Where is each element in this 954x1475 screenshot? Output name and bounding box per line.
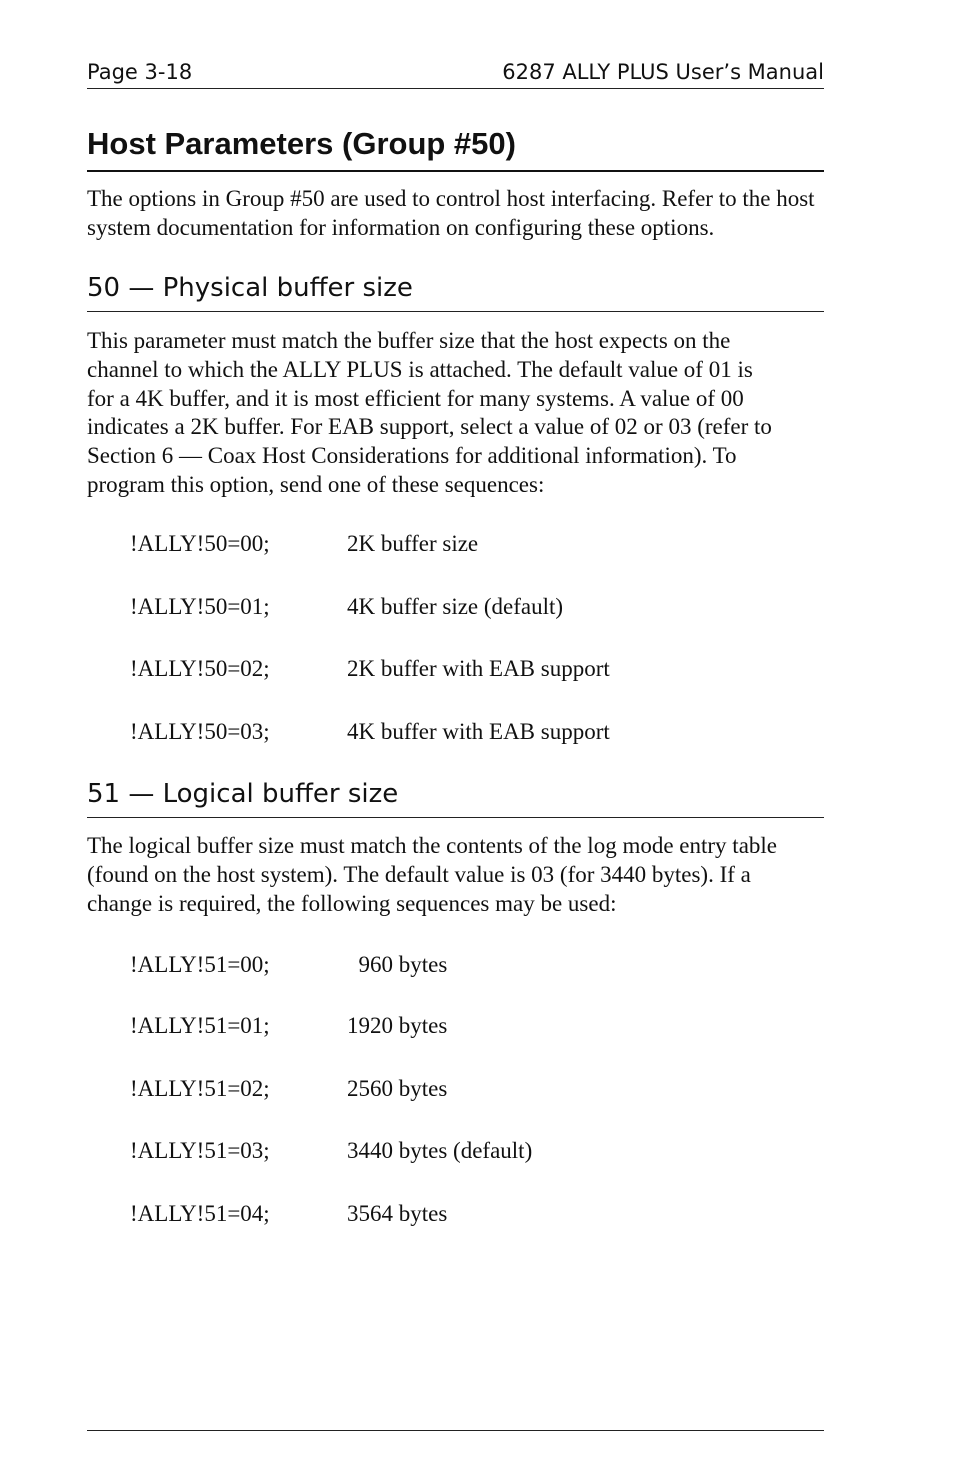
intro-paragraph: The options in Group #50 are used to control host interfacing. Refer to the host system documentation for information on configuring these options. xyxy=(87,186,815,240)
sequence-code: !ALLY!51=04; xyxy=(130,1201,270,1226)
sequence-code: !ALLY!51=03; xyxy=(130,1138,270,1163)
paragraph-line: (found on the host system). The default value is 03 (for 3440 bytes). If a xyxy=(87,861,751,887)
running-header xyxy=(87,58,824,89)
sequence-row xyxy=(130,529,479,559)
section-51-heading: 51 — Logical buffer size xyxy=(87,777,824,818)
sequence-row xyxy=(130,592,564,622)
sequence-code: !ALLY!50=03; xyxy=(130,719,270,744)
section-50-paragraph xyxy=(87,327,824,500)
paragraph-line: channel to which the ALLY PLUS is attached. The default value of 01 is xyxy=(87,356,753,382)
paragraph-line: program this option, send one of these sequences: xyxy=(87,471,545,497)
sequence-code: !ALLY!51=02; xyxy=(130,1076,270,1101)
sequence-row xyxy=(130,1074,448,1104)
manual-title: 6287 ALLY PLUS User’s Manual xyxy=(502,60,824,84)
paragraph-line: change is required, the following sequences may be used: xyxy=(87,890,617,916)
sequence-row xyxy=(130,950,448,980)
paragraph-line: for a 4K buffer, and it is most efficient for many systems. A value of 00 xyxy=(87,385,744,411)
page-number: Page 3-18 xyxy=(87,60,193,84)
footer-rule xyxy=(87,1430,824,1431)
paragraph-line: The logical buffer size must match the contents of the log mode entry table xyxy=(87,833,777,858)
paragraph-line: This parameter must match the buffer size that the host expects on the xyxy=(87,328,731,353)
sequence-code: !ALLY!50=02; xyxy=(130,656,270,681)
sequence-code: !ALLY!51=01; xyxy=(130,1013,270,1038)
section-50-heading: 50 — Physical buffer size xyxy=(87,271,824,312)
sequence-description: 2K buffer with EAB support xyxy=(347,656,610,681)
page-title: Host Parameters (Group #50) xyxy=(87,124,824,172)
sequence-description: 1920 bytes xyxy=(347,1013,448,1038)
sequence-code: !ALLY!50=00; xyxy=(130,531,270,556)
paragraph-line: indicates a 2K buffer. For EAB support, select a value of 02 or 03 (refer to xyxy=(87,414,772,440)
manual-page xyxy=(87,0,824,1475)
sequence-row xyxy=(130,1199,448,1229)
sequence-description: 4K buffer size (default) xyxy=(347,594,564,619)
paragraph-line: Section 6 — Coax Host Considerations for additional information). To xyxy=(87,443,737,469)
sequence-row xyxy=(130,1011,448,1041)
sequence-description: 960 bytes xyxy=(347,952,448,977)
sequence-row xyxy=(130,654,610,684)
sequence-code: !ALLY!50=01; xyxy=(130,594,270,619)
sequence-description: 3564 bytes xyxy=(347,1201,448,1226)
sequence-row xyxy=(130,717,610,747)
sequence-description: 2560 bytes xyxy=(347,1076,448,1101)
sequence-description: 3440 bytes (default) xyxy=(347,1138,533,1163)
sequence-code: !ALLY!51=00; xyxy=(130,952,270,977)
sequence-description: 2K buffer size xyxy=(347,531,479,556)
section-51-paragraph xyxy=(87,832,824,918)
sequence-description: 4K buffer with EAB support xyxy=(347,719,610,744)
sequence-row xyxy=(130,1136,533,1166)
